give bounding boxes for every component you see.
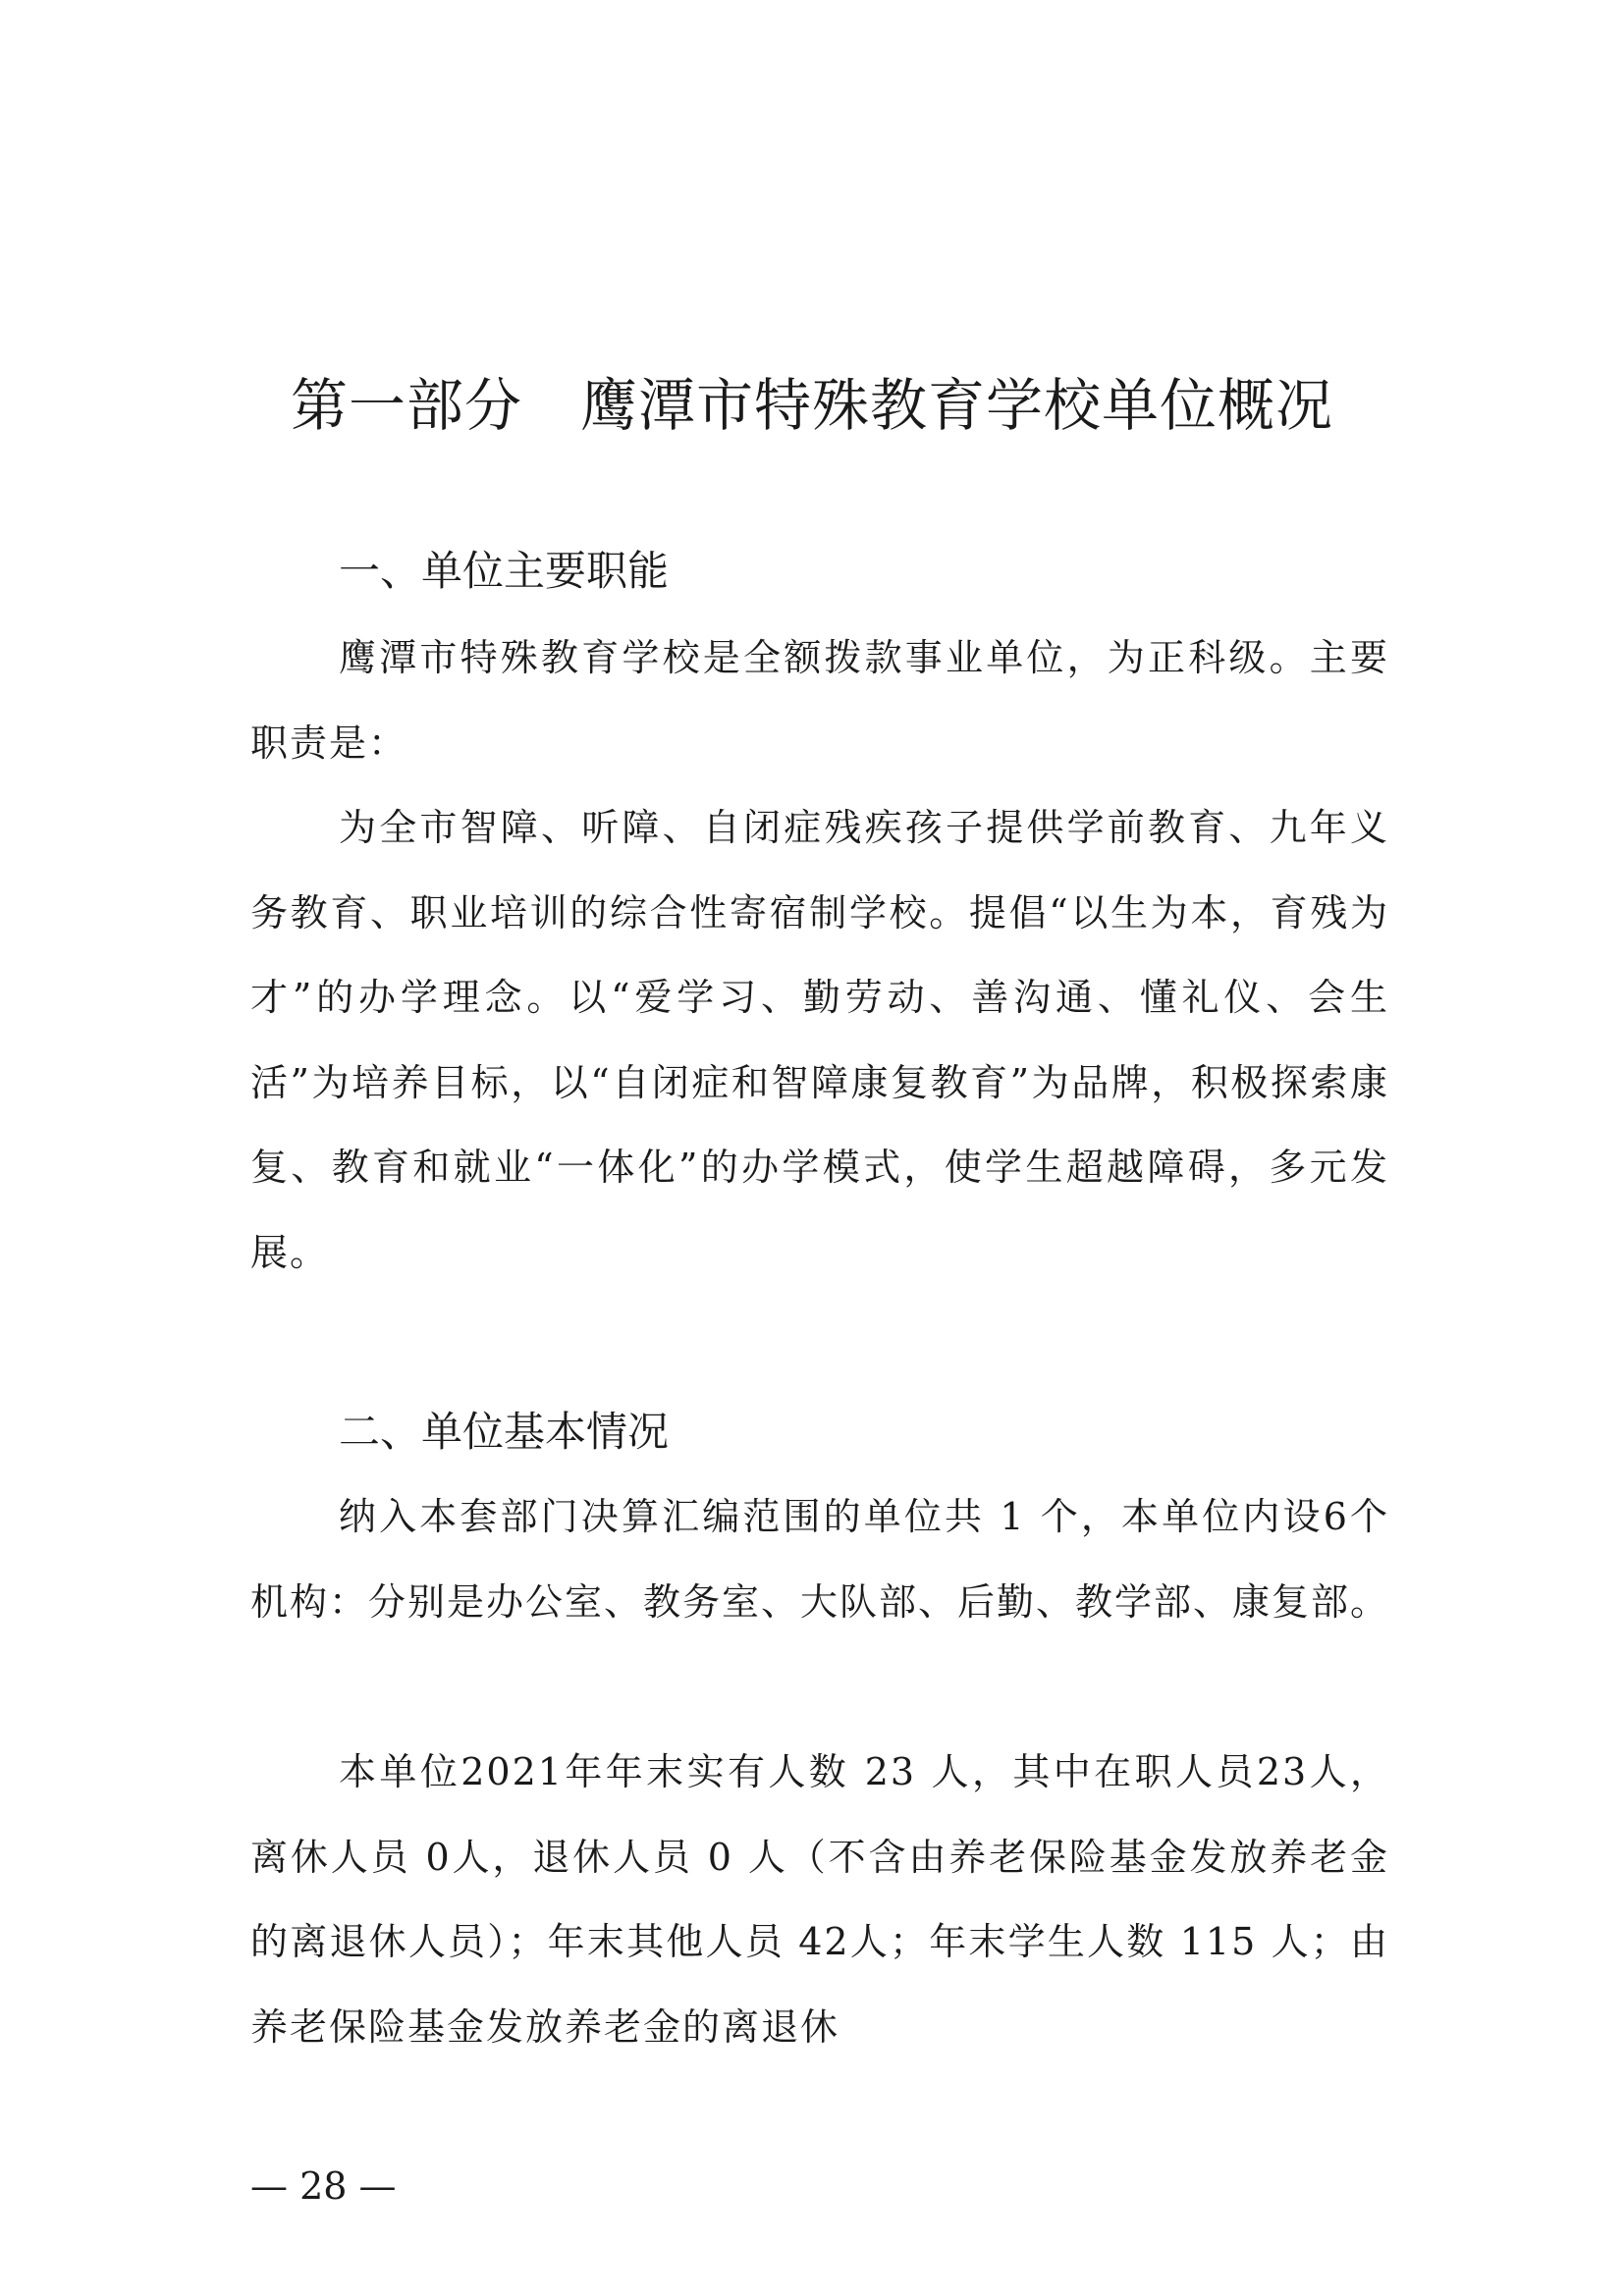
page-title: 第一部分 鹰潭市特殊教育学校单位概况 — [290, 372, 1333, 439]
page-number: — 28 — — [250, 2164, 397, 2208]
section-heading-basic-info: 二、单位基本情况 — [339, 1408, 670, 1456]
section-heading-functions: 一、单位主要职能 — [339, 547, 670, 595]
paragraph-basic-info-staff: 本单位2021年年末实有人数 23 人，其中在职人员23人，离休人员 0人，退休人员 0 人（不含由养老保险基金发放养老金的离退休人员）；年末其他人员 42人；年末学生人数 115 人；由养老保险基金发放养老金的离退休 — [250, 1750, 1389, 2049]
paragraph-functions-detail: 为全市智障、听障、自闭症残疾孩子提供学前教育、九年义务教育、职业培训的综合性寄宿制学校。提倡“以生为本，育残为才”的办学理念。以“爱学习、勤劳动、善沟通、懂礼仪、会生活”为培养目标，以“自闭症和智障康复教育”为品牌，积极探索康复、教育和就业“一体化”的办学模式，使学生超越障碍，多元发展。 — [250, 806, 1389, 1274]
paragraph-basic-info-units: 纳入本套部门决算汇编范围的单位共 1 个，本单位内设6个机构：分别是办公室、教务室、大队部、后勤、教学部、康复部。 — [250, 1495, 1390, 1624]
paragraph-functions-intro: 鹰潭市特殊教育学校是全额拨款事业单位，为正科级。主要职责是： — [250, 636, 1389, 765]
